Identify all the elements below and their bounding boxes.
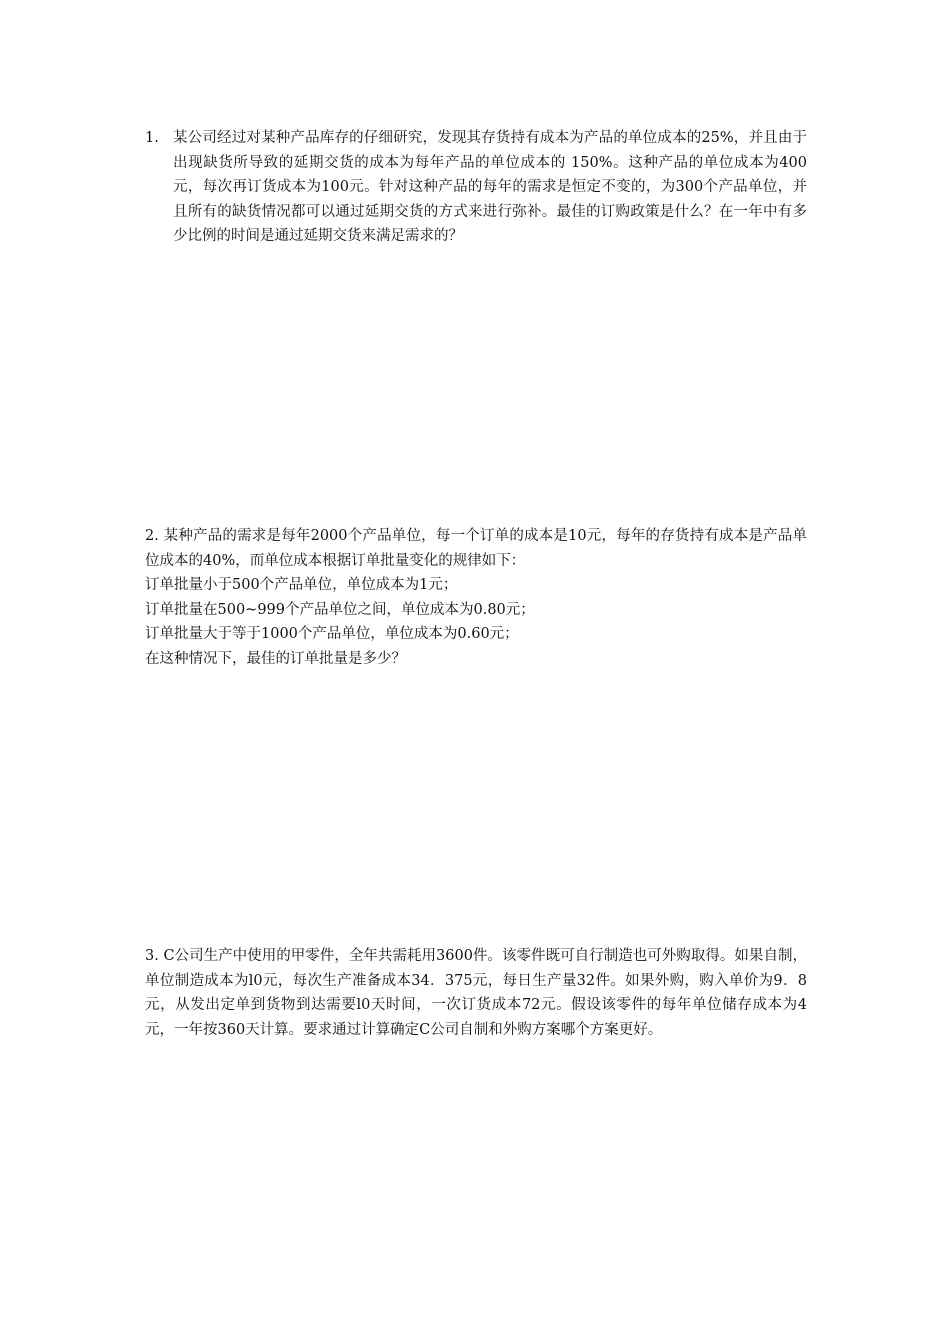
question-2-question: 在这种情况下，最佳的订单批量是多少？ [145,650,406,667]
question-2 [145,524,807,671]
question-2-rule-1: 订单批量小于500个产品单位，单位成本为1元； [145,577,458,593]
question-3 [145,944,807,1042]
question-1 [145,126,807,249]
question-3-text: 3. C公司生产中使用的甲零件，全年共需耗用3600件。该零件既可自行制造也可外购取得。如果自制，单位制造成本为l0元，每次生产准备成本34．375元，每日生产量32件。如果外购，购入单价为9．8元，从发出定单到货物到达需要l0天时间，一次订货成本72元。假设该零件的每年单位储存成本为4元，一年按360天计算。要求通过计算确定C公司自制和外购方案哪个方案更好。 [145,948,807,1038]
question-2-rule-2: 订单批量在500~999个产品单位之间，单位成本为0.80元； [145,601,535,618]
question-2-rule-3: 订单批量大于等于1000个产品单位，单位成本为0.60元； [145,626,519,642]
question-2-intro: 2. 某种产品的需求是每年2000个产品单位，每一个订单的成本是10元，每年的存货持有成本是产品单位成本的40%，而单位成本根据订单批量变化的规律如下： [145,528,807,569]
question-1-text: 某公司经过对某种产品库存的仔细研究，发现其存货持有成本为产品的单位成本的25%，并且由于出现缺货所导致的延期交货的成本为每年产品的单位成本的 150%。这种产品的单位成本为400元，每次再订货成本为100元。针对这种产品的每年的需求是恒定不变的，为300个产品单位，并且所有的缺货情况都可以通过延期交货的方式来进行弥补。最佳的订购政策是什么？在一年中有多少比例的时间是通过延期交货来满足需求的？ [173,130,807,244]
question-1-number: 1. [145,130,159,146]
